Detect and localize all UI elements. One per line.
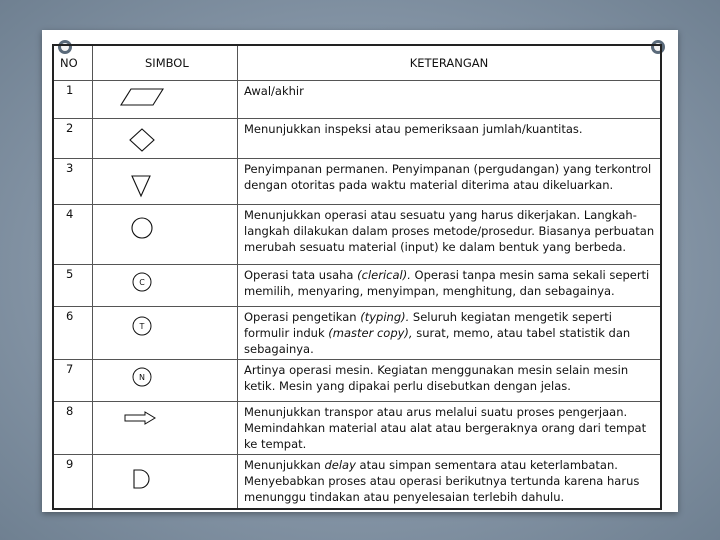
table-row — [53, 455, 661, 509]
table-row — [53, 205, 661, 265]
table-row — [53, 265, 661, 307]
description-cell: Menunjukkan operasi atau sesuatu yang harus dikerjakan. Langkah-langkah dilakukan dalam proses metode/prosedur. Biasanya perbuatan merubah sesuatu material (input) ke dalam bentuk yang berbeda. — [238, 205, 662, 265]
row-number: 9 — [53, 455, 93, 509]
symbol-letter: N — [139, 373, 145, 382]
description-cell — [238, 265, 662, 307]
symbol-cell — [93, 119, 238, 159]
circle-icon — [129, 215, 155, 241]
description-cell: Awal/akhir — [238, 81, 662, 119]
triangle-down-icon — [129, 173, 153, 199]
parallelogram-icon — [117, 86, 167, 108]
table-row — [53, 81, 661, 119]
description-cell: Menunjukkan inspeksi atau pemeriksaan jumlah/kuantitas. — [238, 119, 662, 159]
text-italic: delay — [324, 458, 356, 472]
header-description: KETERANGAN — [238, 45, 662, 81]
text-italic: (master copy), — [328, 326, 413, 340]
table-row — [53, 307, 661, 360]
symbol-cell — [93, 81, 238, 119]
header-symbol: SIMBOL — [93, 45, 238, 81]
text-part: atau simpan sementara atau keterlambatan. Menyebabkan proses atau operasi berikutnya tertunda karena harus menunggu tindakan atau penyelesaian terlebih dahulu. — [244, 458, 640, 504]
text-part: surat, memo, atau tabel statistik dan sebagainya. — [244, 326, 631, 356]
header-no: NO — [53, 45, 93, 81]
diamond-icon — [127, 127, 157, 153]
symbol-letter: T — [139, 322, 145, 331]
description-cell — [238, 307, 662, 360]
description-cell: Artinya operasi mesin. Kegiatan menggunakan mesin selain mesin ketik. Mesin yang dipakai perlu disebutkan dengan jelas. — [238, 360, 662, 402]
description-cell — [238, 455, 662, 509]
row-number: 5 — [53, 265, 93, 307]
row-number: 8 — [53, 402, 93, 455]
symbol-cell — [93, 307, 238, 360]
text-italic: (typing). — [360, 310, 410, 324]
row-number: 1 — [53, 81, 93, 119]
circle-c-icon — [131, 271, 153, 293]
description-cell: Menunjukkan transpor atau arus melalui suatu proses pengerjaan. Memindahkan material atau alat atau bergeraknya orang dari tempat ke tempat. — [238, 402, 662, 455]
symbol-cell — [93, 455, 238, 509]
circle-t-icon — [131, 315, 153, 337]
text-part: Seluruh kegiatan mengetik seperti formulir induk — [244, 310, 612, 340]
table-row — [53, 119, 661, 159]
delay-d-icon — [131, 467, 151, 491]
circle-n-icon — [131, 366, 153, 388]
text-part: Operasi pengetikan — [244, 310, 361, 324]
text-part: Operasi tata usaha — [244, 268, 358, 282]
row-number: 2 — [53, 119, 93, 159]
row-number: 7 — [53, 360, 93, 402]
description-cell: Penyimpanan permanen. Penyimpanan (pergudangan) yang terkontrol dengan otoritas pada waktu material diterima atau dikeluarkan. — [238, 159, 662, 205]
symbol-cell — [93, 205, 238, 265]
row-number: 3 — [53, 159, 93, 205]
symbol-cell — [93, 402, 238, 455]
row-number: 6 — [53, 307, 93, 360]
text-italic: (clerical). — [357, 268, 411, 282]
table-header-row — [53, 45, 661, 81]
flowchart-symbol-table — [52, 44, 662, 510]
symbol-cell — [93, 360, 238, 402]
symbol-cell — [93, 265, 238, 307]
text-part: Menunjukkan — [244, 458, 325, 472]
symbol-letter: C — [139, 278, 145, 287]
arrow-right-icon — [123, 410, 159, 426]
table-row — [53, 402, 661, 455]
symbol-cell — [93, 159, 238, 205]
table-row — [53, 360, 661, 402]
row-number: 4 — [53, 205, 93, 265]
table-row — [53, 159, 661, 205]
text-part: Operasi tanpa mesin sama sekali seperti memilih, menyaring, menyimpan, menghitung, dan sebagainya. — [244, 268, 650, 298]
